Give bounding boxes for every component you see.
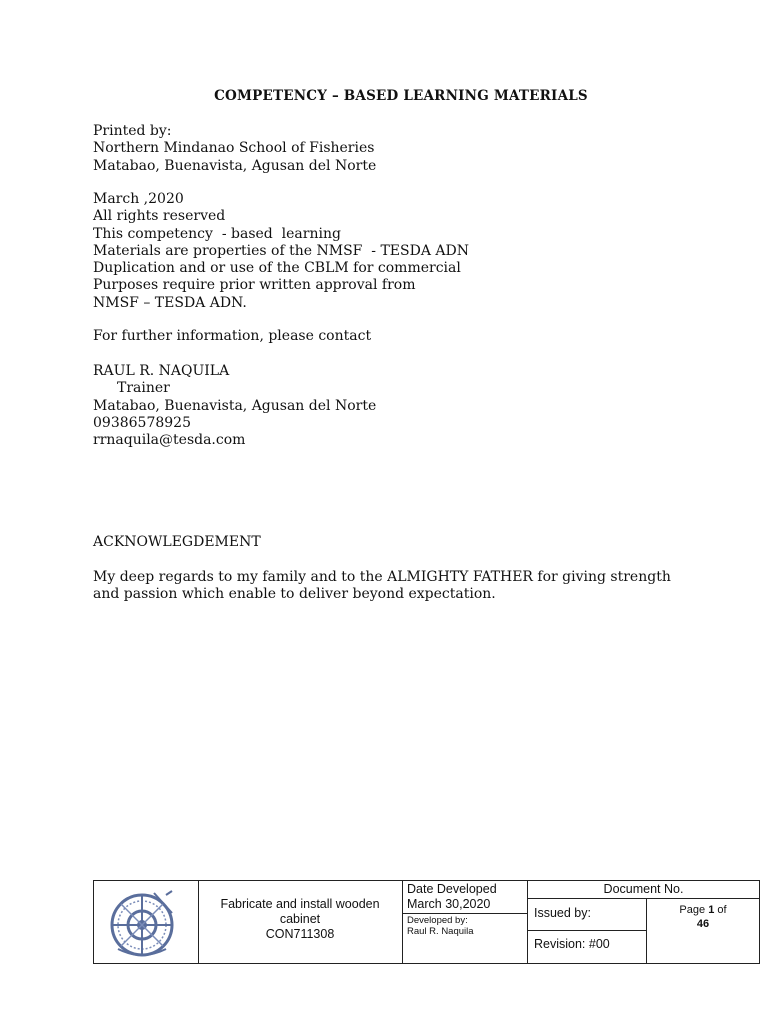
date-developed-value: March 30,2020 [407,897,491,911]
contact-role: Trainer [117,380,170,397]
acknowledgement-line: My deep regards to my family and to the ALMIGHTY FATHER for giving strength [93,569,671,585]
acknowledgement-title: ACKNOWLEGDEMENT [93,534,261,550]
printer-address: Matabao, Buenavista, Agusan del Norte [93,157,377,174]
contact-email: rrnaquila@tesda.com [93,432,246,449]
further-info-text: For further information, please contact [93,328,372,344]
acknowledgement-body [93,569,671,604]
revision-label: Revision: #00 [534,937,610,951]
document-no-label: Document No. [603,882,684,896]
page-indicator [646,903,760,931]
school-seal-logo [106,887,178,959]
contact-block [93,363,376,449]
page-of: of [717,904,727,916]
rights-line: Materials are properties of the NMSF - TESDA ADN [93,242,469,259]
module-title-line-2: cabinet [279,912,321,926]
page-word: Page [679,904,706,916]
printer-name: Northern Mindanao School of Fisheries [93,140,375,157]
module-title-line-1: Fabricate and install wooden [220,897,380,911]
document-title: COMPETENCY – BASED LEARNING MATERIALS [214,88,588,104]
rights-line: Duplication and or use of the CBLM for commercial [93,260,461,277]
printed-by-label: Printed by: [93,123,172,139]
page-total: 46 [696,918,710,930]
acknowledgement-line: and passion which enable to deliver beyond expectation. [93,586,496,603]
developed-by-value: Raul R. Naquila [407,926,474,937]
acknowledgement-heading [93,534,261,551]
further-info [93,328,371,345]
contact-address: Matabao, Buenavista, Agusan del Norte [93,397,377,414]
date-developed-label: Date Developed [407,882,497,896]
printed-by-block [93,123,376,175]
page-current: 1 [708,904,715,916]
document-footer-table [93,880,760,964]
contact-name: RAUL R. NAQUILA [93,363,230,379]
developed-by-label: Developed by: [407,915,468,926]
rights-block [93,191,469,312]
rights-line: This competency - based learning [93,225,341,242]
module-code: CON711308 [265,927,335,941]
issued-by-label: Issued by: [534,906,591,920]
rights-line: Purposes require prior written approval from [93,277,416,294]
module-title-cell [198,897,402,942]
contact-phone: 09386578925 [93,414,191,431]
rights-line: All rights reserved [93,208,226,225]
rights-date: March ,2020 [93,191,184,207]
rights-line: NMSF – TESDA ADN. [93,294,247,311]
